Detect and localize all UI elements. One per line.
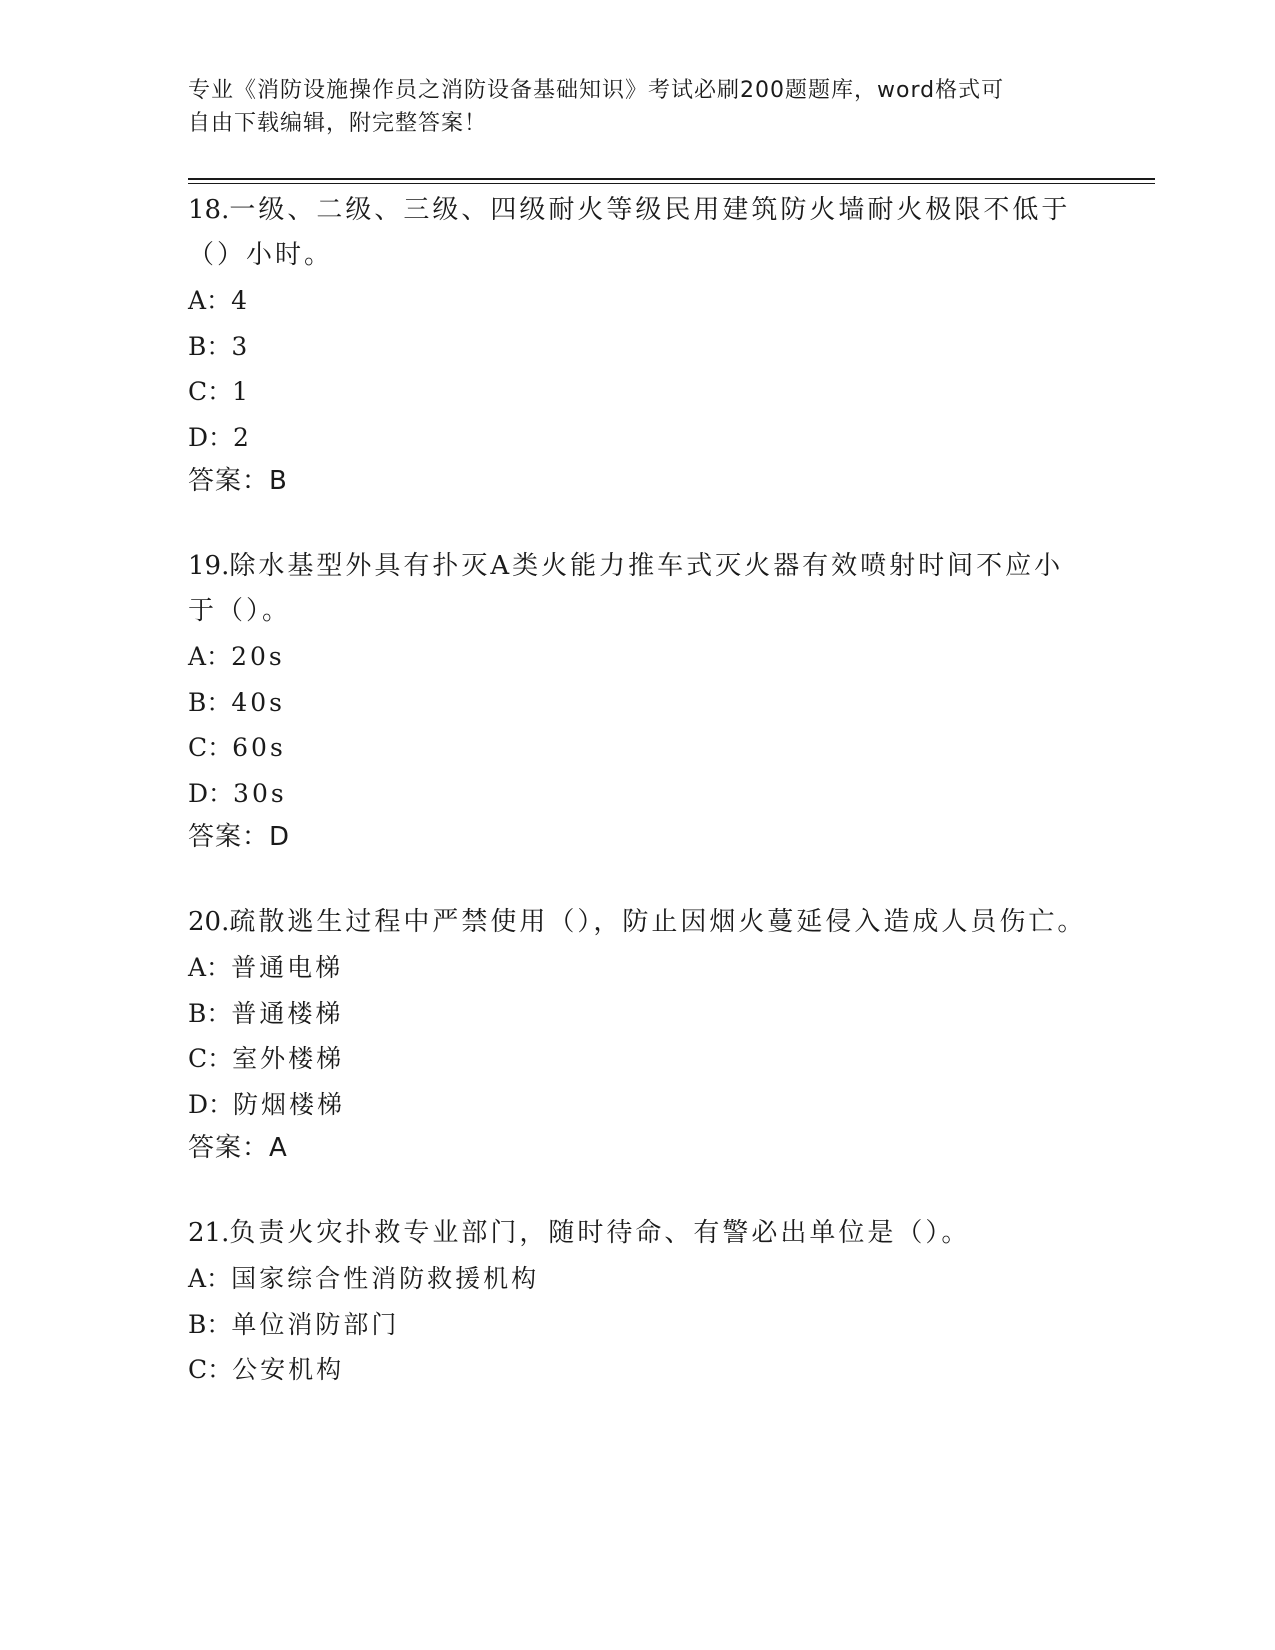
header-line-2: 自由下载编辑，附完整答案！ — [188, 111, 488, 136]
option-d: D：防烟楼梯 — [188, 1089, 346, 1119]
question-number: 19. — [188, 551, 230, 581]
answer-label: 答案：D — [188, 822, 291, 852]
option-a: A：4 — [188, 286, 250, 315]
option-a: A：20s — [188, 642, 285, 671]
question-body: 一级、二级、三级、四级耐火等级民用建筑防火墙耐火极限不低于（）小时。 — [188, 195, 1071, 270]
question-body: 负责火灾扑救专业部门，随时待命、有警必出单位是（）。 — [229, 1218, 971, 1248]
option-c: C：室外楼梯 — [188, 1044, 345, 1073]
question-list — [188, 188, 1088, 1434]
question-text — [188, 1211, 1088, 1256]
question-number: 21. — [188, 1218, 230, 1248]
option-b: B：普通楼梯 — [188, 998, 344, 1028]
question-number: 18. — [188, 195, 230, 225]
option-d: D：2 — [188, 422, 252, 452]
answer-label: 答案：A — [188, 1133, 288, 1163]
option-b: B：40s — [188, 687, 286, 717]
option-c: C：公安机构 — [188, 1355, 345, 1384]
option-c: C：1 — [188, 377, 252, 406]
question-text — [188, 544, 1088, 634]
answer-label: 答案：B — [188, 466, 288, 496]
header-divider-thin — [188, 183, 1155, 184]
option-b: B：单位消防部门 — [188, 1309, 400, 1339]
header-divider-thick — [188, 178, 1155, 180]
question-number: 20. — [188, 907, 230, 937]
option-c: C：60s — [188, 733, 286, 762]
question-21 — [188, 1211, 1088, 1393]
header-line-1: 专业《消防设施操作员之消防设备基础知识》考试必刷200题题库，word格式可 — [188, 78, 1005, 103]
question-text — [188, 188, 1088, 278]
question-body: 疏散逃生过程中严禁使用（），防止因烟火蔓延侵入造成人员伤亡。 — [229, 907, 1087, 937]
document-header — [188, 74, 1068, 140]
option-d: D：30s — [188, 778, 287, 808]
question-19 — [188, 544, 1088, 859]
question-text — [188, 900, 1088, 945]
option-b: B：3 — [188, 331, 251, 361]
question-18 — [188, 188, 1088, 503]
question-20 — [188, 900, 1088, 1170]
option-a: A：国家综合性消防救援机构 — [188, 1264, 540, 1293]
option-a: A：普通电梯 — [188, 953, 344, 982]
question-body: 除水基型外具有扑灭A类火能力推车式灭火器有效喷射时间不应小于（）。 — [188, 551, 1064, 626]
